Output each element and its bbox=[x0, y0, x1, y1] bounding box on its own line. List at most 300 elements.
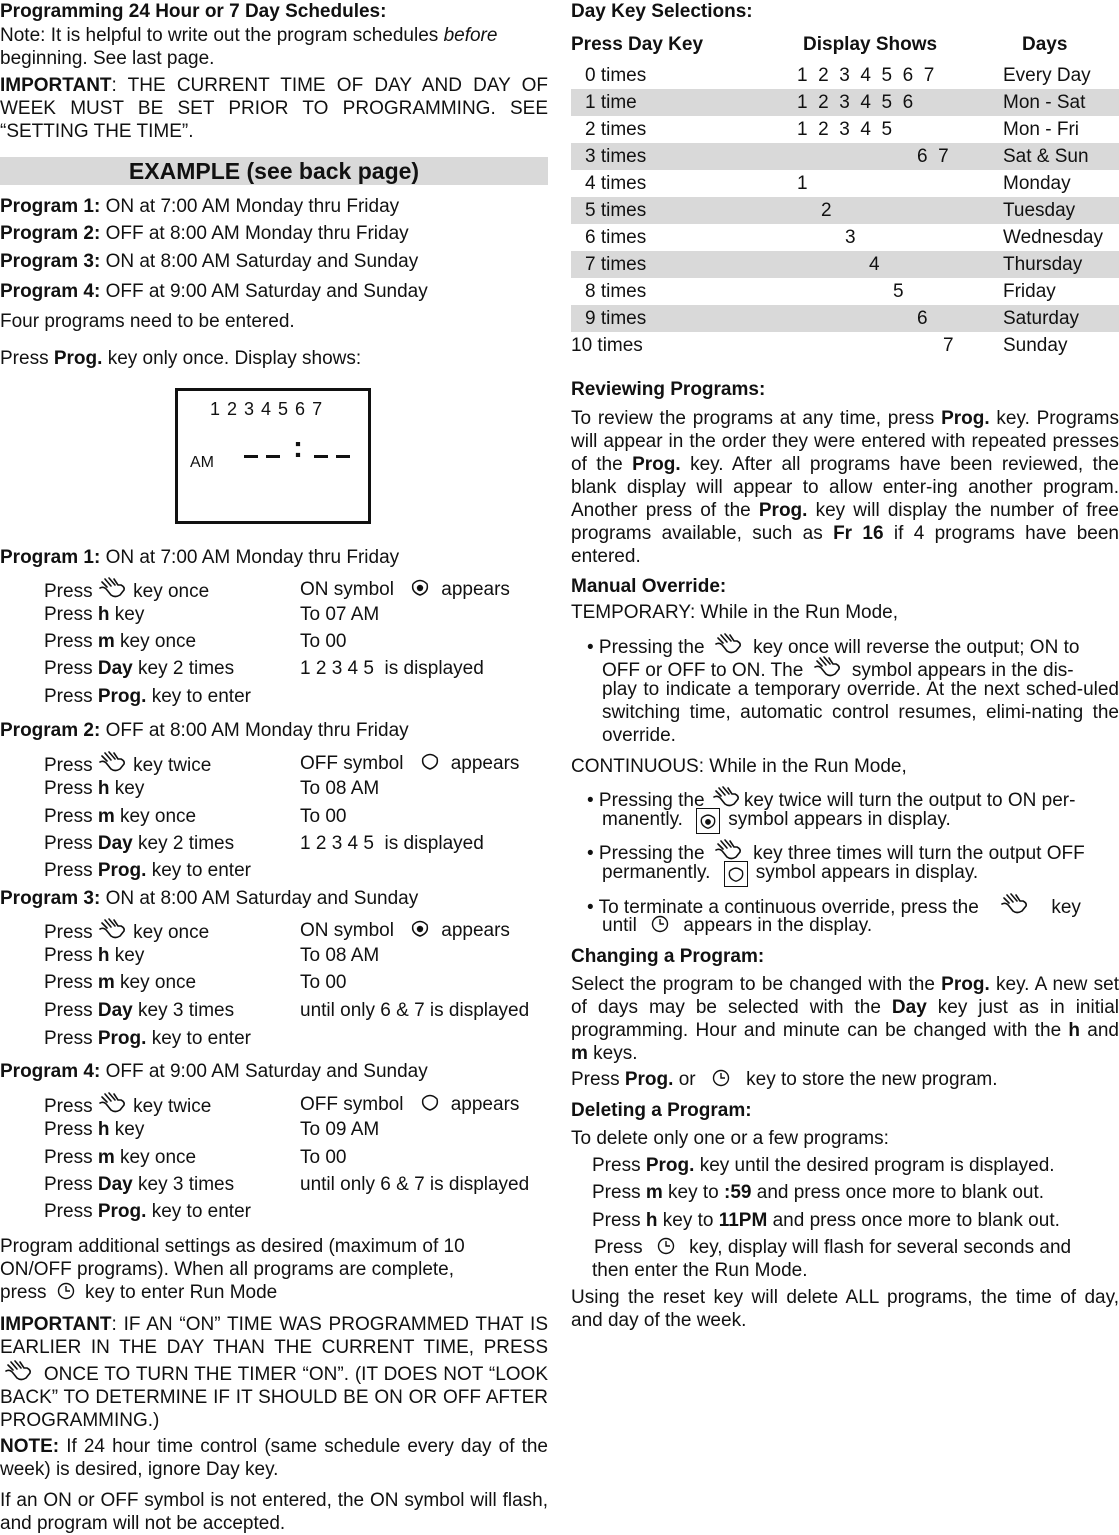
text: key bbox=[109, 778, 145, 799]
key-name: Prog. bbox=[97, 686, 147, 707]
text: key once bbox=[114, 972, 197, 993]
text: key, display will flash for several seconds and bbox=[689, 1237, 1072, 1258]
text: and press once more to blank out. bbox=[751, 1182, 1045, 1203]
cell-days: Every Day bbox=[1003, 65, 1091, 86]
text: PRESS bbox=[483, 1337, 549, 1358]
table-row bbox=[571, 170, 1119, 197]
cell-display: 2 bbox=[821, 200, 832, 221]
step-b: To 00 bbox=[300, 806, 347, 827]
key-name: Prog. bbox=[97, 1201, 147, 1222]
cell-days: Mon - Sat bbox=[1003, 92, 1086, 113]
cell-display: 4 bbox=[869, 254, 880, 275]
reviewing-paragraph bbox=[571, 407, 1119, 568]
text: To review the programs at any time, press bbox=[571, 408, 942, 429]
clock-icon bbox=[711, 1068, 731, 1088]
text: keys. bbox=[587, 1043, 638, 1064]
temporary-text: TEMPORARY: While in the Run Mode, bbox=[571, 602, 898, 623]
step-b: To 09 AM bbox=[300, 1119, 380, 1140]
table-row bbox=[571, 89, 1119, 116]
table-row bbox=[571, 116, 1119, 143]
cell-display: 6 7 bbox=[917, 146, 949, 167]
text: key will display the number of free programs available, such as bbox=[571, 500, 1119, 544]
text: • To terminate a continuous override, press the bbox=[587, 897, 979, 918]
text: Press bbox=[44, 631, 98, 652]
on-symbol-icon bbox=[409, 917, 431, 939]
delete-step bbox=[592, 1209, 1060, 1232]
key-name: Prog. bbox=[941, 408, 990, 429]
step-a bbox=[44, 805, 196, 828]
clock-icon bbox=[656, 1236, 676, 1256]
text: key once will reverse the output; ON to bbox=[753, 637, 1080, 658]
summary-line bbox=[0, 280, 428, 303]
text: key 3 times bbox=[132, 1174, 235, 1195]
summary-line bbox=[0, 250, 418, 273]
text: If 24 hour time control (same schedule every day of the week) is desired, ignore Day key. bbox=[0, 1436, 548, 1480]
text: Press bbox=[44, 1000, 98, 1021]
cell-press: 7 times bbox=[585, 254, 647, 275]
key-name: h bbox=[1068, 1020, 1081, 1041]
text: Press bbox=[44, 1201, 98, 1222]
text: key 3 times bbox=[132, 1000, 235, 1021]
cell-days: Thursday bbox=[1003, 254, 1083, 275]
program-label: Program 3: bbox=[0, 888, 101, 909]
cell-press: 4 times bbox=[585, 173, 647, 194]
text: key twice bbox=[133, 755, 212, 776]
lcd-dash bbox=[336, 455, 350, 458]
last-paragraph: If an ON or OFF symbol is not entered, the ON symbol will flash, and program will not be accepted. bbox=[0, 1490, 548, 1534]
cell-days: Friday bbox=[1003, 281, 1056, 302]
key-name: Day bbox=[891, 997, 927, 1018]
key-name: Prog. bbox=[53, 348, 103, 369]
summary-line bbox=[0, 195, 399, 218]
summary-line bbox=[0, 222, 409, 245]
summary-label: Program 1: bbox=[0, 196, 101, 217]
note-text-end: beginning. See last page. bbox=[0, 48, 215, 69]
bullet-continuation: play to indicate a temporary override. At the next sched-uled switching time, automatic control resumes, elimi-nating the override. bbox=[602, 679, 1119, 746]
step-b bbox=[300, 917, 510, 942]
section-heading: Reviewing Programs: bbox=[571, 379, 766, 400]
note-text: Note: It is helpful to write out the program schedules bbox=[0, 25, 444, 46]
text: key to bbox=[662, 1182, 725, 1203]
text: key. A new set of days may be selected with the bbox=[571, 974, 1119, 1018]
step-b: 1 2 3 4 5 is displayed bbox=[300, 833, 484, 854]
step-a bbox=[44, 1146, 196, 1169]
cell-days: Monday bbox=[1003, 173, 1071, 194]
key-name: h bbox=[97, 945, 110, 966]
text: key once bbox=[133, 581, 210, 602]
step-a bbox=[44, 750, 211, 777]
text: Press bbox=[44, 1096, 93, 1117]
step-a bbox=[44, 944, 144, 967]
table-header-press: Press Day Key bbox=[571, 34, 704, 55]
text: key bbox=[109, 604, 145, 625]
cell-press: 1 time bbox=[585, 92, 637, 113]
continuous-text: CONTINUOUS: While in the Run Mode, bbox=[571, 756, 907, 777]
cell-days: Sat & Sun bbox=[1003, 146, 1089, 167]
cell-display: 1 2 3 4 5 6 bbox=[797, 92, 914, 113]
step-a bbox=[44, 917, 209, 944]
bullet-line bbox=[602, 914, 872, 937]
step-b: To 00 bbox=[300, 631, 347, 652]
program-title bbox=[0, 887, 418, 910]
text: key once bbox=[114, 1147, 197, 1168]
important-text: : THE CURRENT TIME OF DAY AND DAY OF WEEK MUST BE SET PRIOR TO PROGRAMMING. SEE “SETTING THE TIME”. bbox=[0, 75, 548, 142]
lcd-dash bbox=[244, 455, 258, 458]
summary-label: Program 4: bbox=[0, 281, 101, 302]
reset-paragraph: Using the reset key will delete ALL programs, the time of day, and day of the week. bbox=[571, 1287, 1119, 1331]
text: key. After all programs have been reviewed, the blank display will appear to allow enter-ing another program. Another press of the bbox=[571, 454, 1119, 521]
key-name: h bbox=[97, 604, 110, 625]
text: Press bbox=[594, 1237, 643, 1258]
program-label: Program 4: bbox=[0, 1061, 101, 1082]
table-row bbox=[571, 332, 1119, 359]
key-name: h bbox=[97, 1119, 110, 1140]
text: Press bbox=[0, 348, 54, 369]
text: symbol appears in display. bbox=[755, 862, 979, 883]
text: key to enter bbox=[146, 1028, 251, 1049]
cell-display: 7 bbox=[943, 335, 954, 356]
program-title bbox=[0, 546, 399, 569]
key-name: h bbox=[645, 1210, 658, 1231]
text: or bbox=[673, 1069, 696, 1090]
step-b: To 07 AM bbox=[300, 604, 380, 625]
important-label: IMPORTANT bbox=[0, 1314, 112, 1335]
note-label: NOTE: bbox=[0, 1436, 60, 1457]
text: • Pressing the bbox=[587, 843, 705, 864]
important-paragraph bbox=[0, 74, 548, 143]
lcd-display bbox=[175, 388, 371, 524]
text: Press bbox=[592, 1155, 646, 1176]
cell-press: 5 times bbox=[585, 200, 647, 221]
step-a bbox=[44, 1173, 234, 1196]
step-b: until only 6 & 7 is displayed bbox=[300, 1174, 530, 1195]
key-name: Day bbox=[97, 658, 133, 679]
note2-paragraph bbox=[0, 1435, 548, 1481]
key-name: Prog. bbox=[632, 454, 681, 475]
summary-text: OFF at 8:00 AM Monday thru Friday bbox=[100, 223, 409, 244]
step-a bbox=[44, 1200, 251, 1223]
clock-icon bbox=[56, 1281, 76, 1301]
text: appears bbox=[441, 579, 510, 600]
step-a bbox=[44, 777, 144, 800]
delete-step bbox=[594, 1236, 1071, 1259]
step-a bbox=[44, 576, 209, 603]
key-name: m bbox=[97, 972, 115, 993]
text: key bbox=[109, 945, 145, 966]
summary-text: OFF at 9:00 AM Saturday and Sunday bbox=[100, 281, 428, 302]
text: Press bbox=[44, 860, 98, 881]
hand-icon bbox=[714, 838, 744, 862]
lcd-dash bbox=[314, 455, 328, 458]
value: :59 bbox=[724, 1182, 752, 1203]
text: key twice will turn the output to ON per- bbox=[743, 790, 1076, 811]
cell-days: Saturday bbox=[1003, 308, 1080, 329]
four-programs-text: Four programs need to be entered. bbox=[0, 311, 295, 332]
table-row bbox=[571, 224, 1119, 251]
text: • Pressing the bbox=[587, 637, 705, 658]
text: appears in the display. bbox=[683, 915, 873, 936]
text: Press bbox=[44, 1028, 98, 1049]
step-b: To 00 bbox=[300, 972, 347, 993]
text: ON symbol bbox=[300, 579, 394, 600]
program-title-text: OFF at 8:00 AM Monday thru Friday bbox=[100, 720, 409, 741]
text: press bbox=[0, 1282, 47, 1303]
text: appears bbox=[450, 753, 520, 774]
text: key 2 times bbox=[132, 658, 235, 679]
lcd-am: AM bbox=[190, 454, 214, 471]
hand-icon bbox=[1000, 892, 1030, 916]
step-b: 1 2 3 4 5 is displayed bbox=[300, 658, 484, 679]
text: key bbox=[1051, 897, 1081, 918]
program-title bbox=[0, 1060, 428, 1083]
example-bar: EXAMPLE (see back page) bbox=[0, 157, 548, 185]
summary-label: Program 2: bbox=[0, 223, 101, 244]
text: key three times will turn the output OFF bbox=[753, 843, 1085, 864]
cell-press: 2 times bbox=[585, 119, 647, 140]
program-label: Program 1: bbox=[0, 547, 101, 568]
program-title-text: ON at 7:00 AM Monday thru Friday bbox=[100, 547, 400, 568]
table-row bbox=[571, 197, 1119, 224]
off-symbol-icon bbox=[726, 864, 746, 884]
text: key to enter bbox=[146, 1201, 251, 1222]
text: key. Programs will appear in the order they were entered with repeated presses of the bbox=[571, 408, 1119, 475]
text: key 2 times bbox=[132, 833, 235, 854]
table-header-days: Days bbox=[1022, 34, 1068, 55]
cell-press: 0 times bbox=[585, 65, 647, 86]
store-line bbox=[571, 1068, 998, 1091]
cell-display: 1 2 3 4 5 bbox=[797, 119, 893, 140]
text: symbol appears in display. bbox=[728, 809, 951, 830]
step-a bbox=[44, 1027, 251, 1050]
section-heading: Deleting a Program: bbox=[571, 1100, 752, 1121]
off-symbol-icon bbox=[419, 750, 441, 772]
key-name: h bbox=[97, 778, 110, 799]
text: key to store the new program. bbox=[746, 1069, 998, 1090]
cell-press: 6 times bbox=[585, 227, 647, 248]
table-row bbox=[571, 62, 1119, 89]
key-name: Prog. bbox=[941, 974, 990, 995]
step-b: To 08 AM bbox=[300, 778, 380, 799]
delete-step-cont: then enter the Run Mode. bbox=[592, 1260, 808, 1281]
text: key to enter Run Mode bbox=[85, 1282, 278, 1303]
step-a bbox=[44, 630, 196, 653]
key-name: m bbox=[571, 1043, 588, 1064]
key-name: m bbox=[97, 631, 115, 652]
hand-icon bbox=[712, 785, 742, 809]
text: Press bbox=[44, 972, 98, 993]
on-symbol-icon bbox=[409, 576, 431, 598]
text: Press bbox=[44, 1119, 98, 1140]
summary-label: Program 3: bbox=[0, 251, 101, 272]
text: appears bbox=[441, 920, 510, 941]
important2-paragraph bbox=[0, 1313, 548, 1432]
key-name: Fr 16 bbox=[833, 523, 884, 544]
lcd-time-placeholder bbox=[244, 429, 364, 469]
text: until bbox=[602, 915, 637, 936]
section-heading: Programming 24 Hour or 7 Day Schedules: bbox=[0, 1, 387, 22]
key-name: Day bbox=[97, 1174, 133, 1195]
text: Press bbox=[44, 922, 93, 943]
cell-display: 1 2 3 4 5 6 7 bbox=[797, 65, 935, 86]
step-b: To 08 AM bbox=[300, 945, 380, 966]
table-row bbox=[571, 251, 1119, 278]
text: key to enter bbox=[146, 686, 251, 707]
cell-press: 8 times bbox=[585, 281, 647, 302]
text: Press bbox=[44, 833, 98, 854]
on-symbol-box bbox=[696, 808, 720, 834]
table-row bbox=[571, 305, 1119, 332]
text: key until the desired program is displayed. bbox=[694, 1155, 1055, 1176]
off-symbol-icon bbox=[419, 1091, 441, 1113]
step-a bbox=[44, 971, 196, 994]
text: key once bbox=[133, 922, 210, 943]
text: OFF symbol bbox=[300, 753, 404, 774]
lcd-dash bbox=[266, 455, 280, 458]
hand-icon bbox=[98, 750, 128, 774]
delete-step bbox=[592, 1154, 1055, 1177]
step-a bbox=[44, 1091, 211, 1118]
section-heading: Day Key Selections: bbox=[571, 1, 753, 22]
deleting-intro: To delete only one or a few programs: bbox=[571, 1128, 889, 1149]
summary-text: ON at 8:00 AM Saturday and Sunday bbox=[100, 251, 419, 272]
key-name: m bbox=[97, 806, 115, 827]
step-a bbox=[44, 832, 234, 855]
text: Select the program to be changed with the bbox=[571, 974, 942, 995]
section-heading: Manual Override: bbox=[571, 576, 727, 597]
cell-display: 6 bbox=[917, 308, 928, 329]
text: key to bbox=[657, 1210, 719, 1231]
note-emphasis: before bbox=[443, 25, 498, 46]
additional-text-2 bbox=[0, 1281, 277, 1304]
delete-step bbox=[592, 1181, 1044, 1204]
hand-icon bbox=[4, 1359, 34, 1383]
cell-press: 9 times bbox=[585, 308, 647, 329]
text: Press bbox=[44, 755, 93, 776]
key-name: Prog. bbox=[645, 1155, 695, 1176]
table-row bbox=[571, 278, 1119, 305]
cell-display: 1 bbox=[797, 173, 808, 194]
hand-icon bbox=[98, 1091, 128, 1115]
step-b: To 00 bbox=[300, 1147, 347, 1168]
program-title-text: ON at 8:00 AM Saturday and Sunday bbox=[100, 888, 419, 909]
text: OFF or OFF to ON. The bbox=[602, 660, 804, 681]
cell-press: 3 times bbox=[585, 146, 647, 167]
summary-text: ON at 7:00 AM Monday thru Friday bbox=[100, 196, 400, 217]
step-a bbox=[44, 657, 234, 680]
program-title bbox=[0, 719, 409, 742]
step-b: until only 6 & 7 is displayed bbox=[300, 1000, 530, 1021]
step-a bbox=[44, 859, 251, 882]
text: key once bbox=[114, 631, 197, 652]
section-heading: Changing a Program: bbox=[571, 946, 765, 967]
text: Press bbox=[44, 686, 98, 707]
text: Press bbox=[592, 1182, 646, 1203]
program-title-text: OFF at 9:00 AM Saturday and Sunday bbox=[100, 1061, 428, 1082]
hand-icon bbox=[98, 917, 128, 941]
text: permanently. bbox=[602, 862, 711, 883]
bullet-line bbox=[602, 808, 951, 834]
clock-icon bbox=[650, 914, 670, 934]
text: Press bbox=[44, 778, 98, 799]
step-b bbox=[300, 750, 519, 775]
hand-icon bbox=[98, 576, 128, 600]
additional-text: Program additional settings as desired (maximum of 10 ON/OFF programs). When all programs are complete, bbox=[0, 1236, 465, 1280]
key-name: Prog. bbox=[97, 860, 147, 881]
text: Press bbox=[44, 604, 98, 625]
changing-paragraph bbox=[571, 973, 1119, 1065]
text: and bbox=[1080, 1020, 1119, 1041]
cell-days: Tuesday bbox=[1003, 200, 1076, 221]
key-name: Prog. bbox=[758, 500, 808, 521]
text: key bbox=[109, 1119, 145, 1140]
on-symbol-icon bbox=[698, 811, 718, 831]
text: OFF symbol bbox=[300, 1094, 404, 1115]
key-name: m bbox=[645, 1182, 663, 1203]
text: ONCE TO TURN THE TIMER “ON”. (IT DOES NOT “LOOK BACK” TO DETERMINE IF IT SHOULD BE ON OR OFF AFTER PROGRAMMING.) bbox=[0, 1364, 549, 1431]
text: key once bbox=[114, 806, 197, 827]
key-name: m bbox=[97, 1147, 115, 1168]
table-header-display: Display Shows bbox=[803, 34, 938, 55]
text: Press bbox=[592, 1210, 646, 1231]
cell-days: Sunday bbox=[1003, 335, 1068, 356]
text: Press bbox=[44, 806, 98, 827]
text: key just as in initial programming. Hour and minute can be changed with the bbox=[571, 997, 1119, 1041]
cell-display: 5 bbox=[893, 281, 904, 302]
hand-icon bbox=[714, 632, 744, 656]
step-a bbox=[44, 1118, 144, 1141]
step-b bbox=[300, 576, 510, 601]
step-a bbox=[44, 685, 251, 708]
text: key twice bbox=[133, 1096, 212, 1117]
lcd-colon: : bbox=[293, 431, 303, 464]
text: Press bbox=[571, 1069, 625, 1090]
cell-days: Mon - Fri bbox=[1003, 119, 1079, 140]
bullet-line bbox=[602, 861, 978, 887]
text: Press bbox=[44, 658, 98, 679]
key-name: Day bbox=[97, 1000, 133, 1021]
text: and press once more to blank out. bbox=[767, 1210, 1060, 1231]
step-a bbox=[44, 999, 234, 1022]
text: key to enter bbox=[146, 860, 251, 881]
key-name: Prog. bbox=[624, 1069, 674, 1090]
cell-days: Wednesday bbox=[1003, 227, 1103, 248]
note-paragraph bbox=[0, 24, 548, 70]
text: if 4 programs have been entered. bbox=[571, 523, 1119, 567]
text: manently. bbox=[602, 809, 683, 830]
text: : IF AN “ON” TIME WAS PROGRAMMED THAT IS EARLIER IN THE DAY THAN THE CURRENT TIME, bbox=[0, 1314, 548, 1358]
text: key only once. Display shows: bbox=[102, 348, 362, 369]
step-b bbox=[300, 1091, 519, 1116]
text: Press bbox=[44, 1147, 98, 1168]
program-label: Program 2: bbox=[0, 720, 101, 741]
lcd-days: 1 2 3 4 5 6 7 bbox=[210, 399, 324, 419]
value: 11PM bbox=[718, 1210, 768, 1231]
cell-press: 10 times bbox=[571, 335, 643, 356]
hand-icon bbox=[813, 655, 843, 679]
text: Press bbox=[44, 945, 98, 966]
text: appears bbox=[450, 1094, 520, 1115]
text: Press bbox=[44, 581, 93, 602]
press-prog-text bbox=[0, 347, 361, 370]
off-symbol-box bbox=[724, 861, 748, 887]
text: Press bbox=[44, 1174, 98, 1195]
text: symbol appears in the dis- bbox=[851, 660, 1074, 681]
text: ON symbol bbox=[300, 920, 394, 941]
key-name: Prog. bbox=[97, 1028, 147, 1049]
important-label: IMPORTANT bbox=[0, 75, 112, 96]
table-row bbox=[571, 143, 1119, 170]
cell-display: 3 bbox=[845, 227, 856, 248]
